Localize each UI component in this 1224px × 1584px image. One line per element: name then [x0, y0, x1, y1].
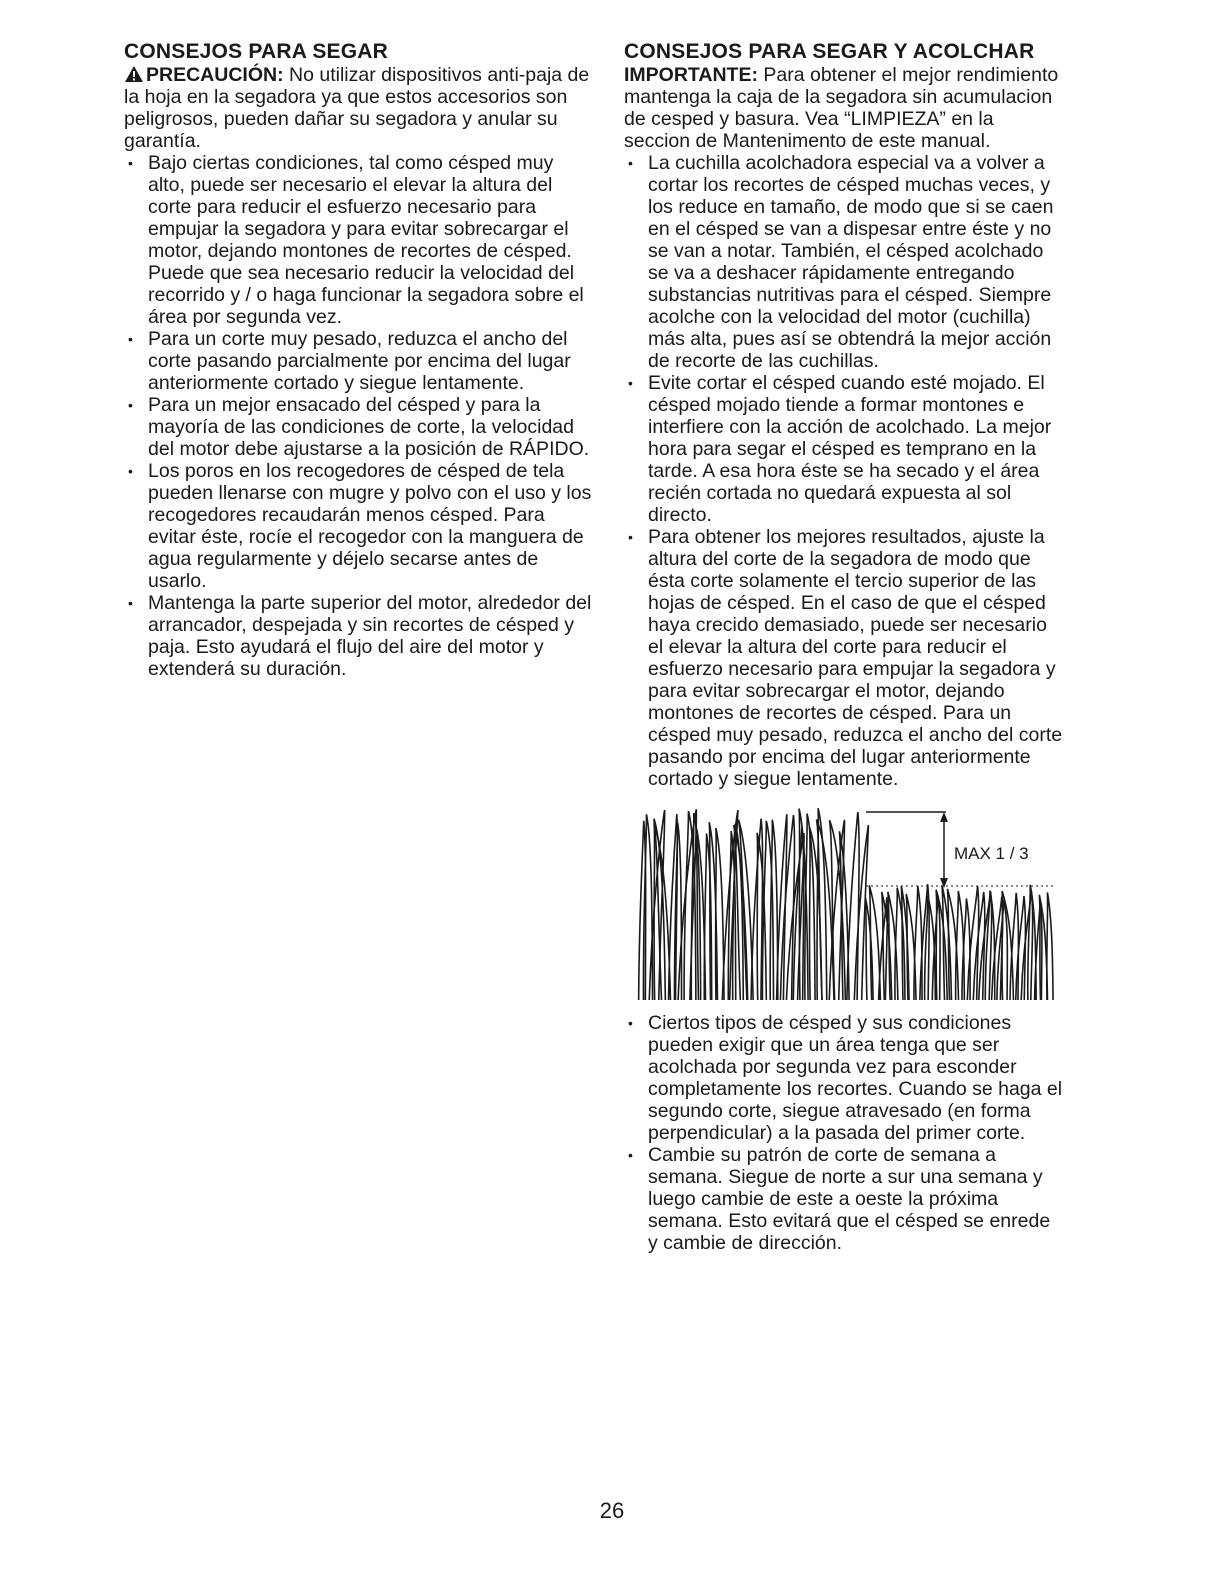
list-item: • Los poros en los recogedores de césped de tela pueden llenarse con mugre y polvo con el uso y los recogedores recaudarán menos césped. Para evitar éste, rocíe el recogedor con la manguera de agua regularmente y déjelo secarse antes de usarlo.	[124, 460, 594, 592]
caution-paragraph	[124, 64, 594, 152]
list-item: • Bajo ciertas condiciones, tal como césped muy alto, puede ser necesario el elevar la altura del corte para reducir el esfuerzo necesario para empujar la segadora y para evitar sobrecargar el motor, dejando montones de recortes de césped. Puede que sea necesario reducir la velocidad del recorrido y / o haga funcionar la segadora sobre el área por segunda vez.	[124, 152, 594, 328]
tall-grass-blades	[639, 808, 869, 1000]
section-heading-mulching-tips: CONSEJOS PARA SEGAR Y ACOLCHAR	[624, 40, 1035, 63]
list-item: • Mantenga la parte superior del motor, alrededor del arrancador, despejada y sin recortes de césped y paja. Esto ayudará el flujo del aire del motor y extenderá su duración.	[124, 592, 594, 680]
list-item: • Evite cortar el césped cuando esté mojado. El césped mojado tiende a formar montones e interfiere con la acción de acolchado. La mejor hora para segar el césped es temprano en la tarde. A esa hora éste se ha secado y el área recién cortada no quedará expuesta al sol directo.	[624, 372, 1064, 526]
list-item: • Cambie su patrón de corte de semana a semana. Siegue de norte a sur una semana y luego cambie de este a oeste la próxima semana. Esto evitará que el césped se enrede y cambie de dirección.	[624, 1144, 1064, 1254]
right-column	[624, 40, 1064, 1254]
caution-text: No utilizar dispositivos anti-paja de la hoja en la segadora ya que estos accesorios son peligrosos, pueden dañar su segadora y anular su garantía.	[124, 64, 590, 152]
important-text: Para obtener el mejor rendimiento mantenga la caja de la segadora sin acumulacion de cesped y basura. Vea “LIMPIEZA” en la seccion de Mantenimento de este manual.	[624, 64, 1059, 152]
grass-blade	[962, 898, 970, 1000]
section-heading-mowing-tips: CONSEJOS PARA SEGAR	[124, 40, 389, 63]
grass-height-figure	[634, 804, 1054, 1000]
list-item: • Para un corte muy pesado, reduzca el ancho del corte pasando parcialmente por encima del lugar anteriormente cortado y siegue lentamente.	[124, 328, 594, 394]
page-number: 26	[599, 1498, 625, 1523]
important-paragraph	[624, 64, 1064, 152]
list-item: • Para obtener los mejores resultados, ajuste la altura del corte de la segadora de modo que ésta corte solamente el tercio superior de las hojas de césped. En el caso de que el césped haya crecido demasiado, puede ser necesario el elevar la altura del corte para reducir el esfuerzo necesario para empujar la segadora y para evitar sobrecargar el motor, dejando montones de recortes de césped. Para un césped muy pesado, reduzca el ancho del corte pasando por encima del lugar anteriormente cortado y siegue lentamente.	[624, 526, 1064, 790]
grass-illustration	[634, 804, 1054, 1000]
cut-grass-blades	[865, 884, 1053, 1000]
important-label: IMPORTANTE:	[624, 64, 758, 86]
grass-blade	[654, 825, 670, 1000]
left-column	[124, 40, 594, 680]
warning-triangle-icon	[124, 65, 144, 83]
measure-arrow-up	[940, 812, 948, 822]
mowing-tips-list	[124, 152, 594, 680]
list-item: • Para un mejor ensacado del césped y para la mayoría de las condiciones de corte, la velocidad del motor debe ajustarse a la posición de RÁPIDO.	[124, 394, 594, 460]
caution-label: PRECAUCIÓN:	[146, 64, 284, 86]
list-item: • Ciertos tipos de césped y sus condiciones pueden exigir que un área tenga que ser acolchada por segunda vez para esconder completamente los recortes. Cuando se haga el segundo corte, siegue atravesado (en forma perpendicular) a la pasada del primer corte.	[624, 1012, 1064, 1144]
mulching-tips-list	[624, 152, 1064, 790]
max-one-third-label: MAX 1 / 3	[954, 844, 1029, 863]
mulching-tips-list-continued	[624, 1012, 1064, 1254]
list-item: • La cuchilla acolchadora especial va a volver a cortar los recortes de césped muchas veces, y los reduce en tamaño, de modo que si se caen en el césped se van a dispesar entre éste y no se van a notar. También, el césped acolchado se va a deshacer rápidamente entregando substancias nutritivas para el césped. Siempre acolche con la velocidad del motor (cuchilla) más alta, pues así se obtendrá la mejor acción de recorte de las cuchillas.	[624, 152, 1064, 372]
